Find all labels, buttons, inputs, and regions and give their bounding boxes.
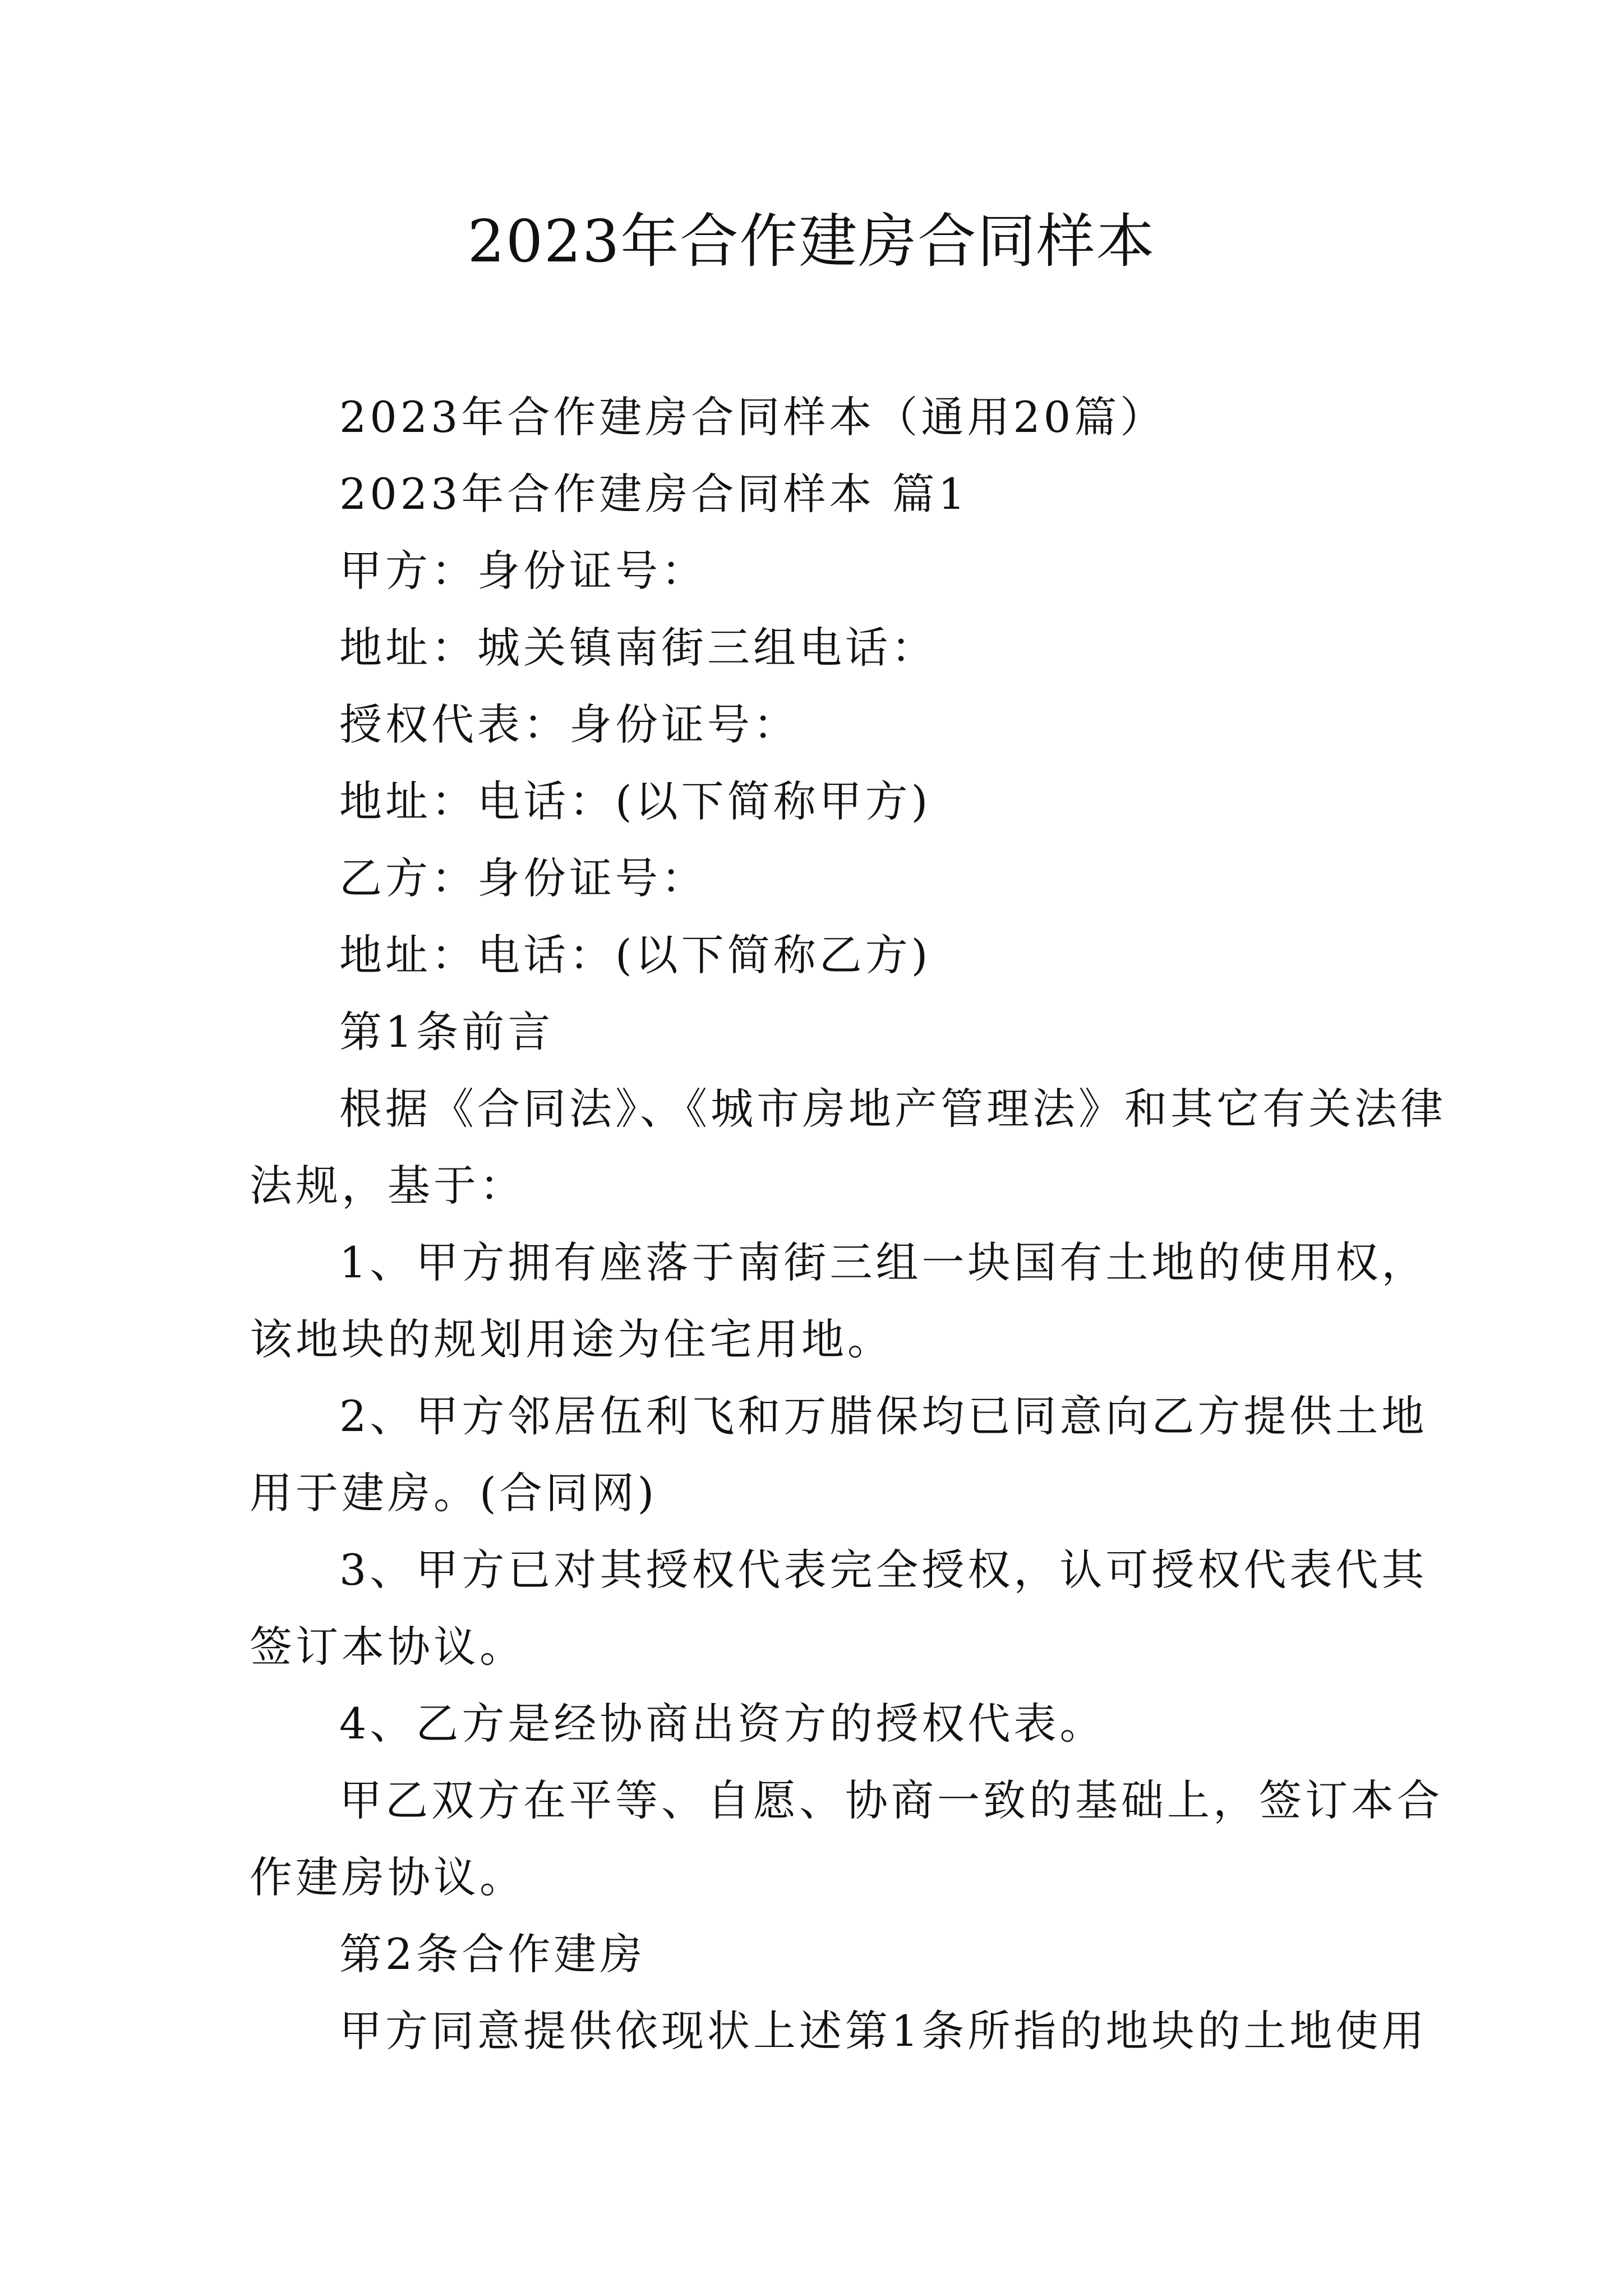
text-line: 甲方同意提供依现状上述第1条所指的地块的土地使用 (339, 2006, 1428, 2056)
text-line: 作建房协议。 (250, 1852, 525, 1902)
text-line: 该地块的规划用途为住宅用地。 (250, 1314, 893, 1364)
text-line: 法规，基于： (250, 1161, 525, 1211)
text-line: 甲乙双方在平等、自愿、协商一致的基础上，签订本合 (339, 1775, 1443, 1825)
text-line: 2023年合作建房合同样本 篇1 (339, 469, 969, 519)
document-body (250, 379, 1446, 2069)
document-title: 2023年合作建房合同样本 (467, 207, 1156, 275)
text-line: 第1条前言 (339, 1007, 554, 1057)
text-line: 第2条合作建房 (339, 1929, 646, 1979)
text-line: 地址：城关镇南街三组电话： (339, 623, 937, 673)
text-line: 授权代表：身份证号： (339, 700, 799, 749)
text-line: 1、甲方拥有座落于南街三组一块国有土地的使用权， (339, 1237, 1428, 1287)
text-line: 甲方：身份证号： (339, 546, 707, 596)
text-line: 3、甲方已对其授权代表完全授权，认可授权代表代其 (339, 1545, 1428, 1595)
text-line: 乙方：身份证号： (339, 853, 707, 903)
text-line: 地址：电话：(以下简称乙方) (339, 930, 932, 980)
text-line: 地址：电话：(以下简称甲方) (339, 776, 932, 826)
text-line: 根据《合同法》、《城市房地产管理法》和其它有关法律 (339, 1084, 1446, 1134)
text-line: 2、甲方邻居伍利飞和万腊保均已同意向乙方提供土地 (339, 1391, 1428, 1441)
text-line: 4、乙方是经协商出资方的授权代表。 (339, 1699, 1106, 1749)
text-line: 签订本协议。 (250, 1622, 525, 1672)
text-line: 2023年合作建房合同样本（通用20篇） (339, 392, 1166, 442)
text-line: 用于建房。(合同网) (250, 1468, 658, 1518)
